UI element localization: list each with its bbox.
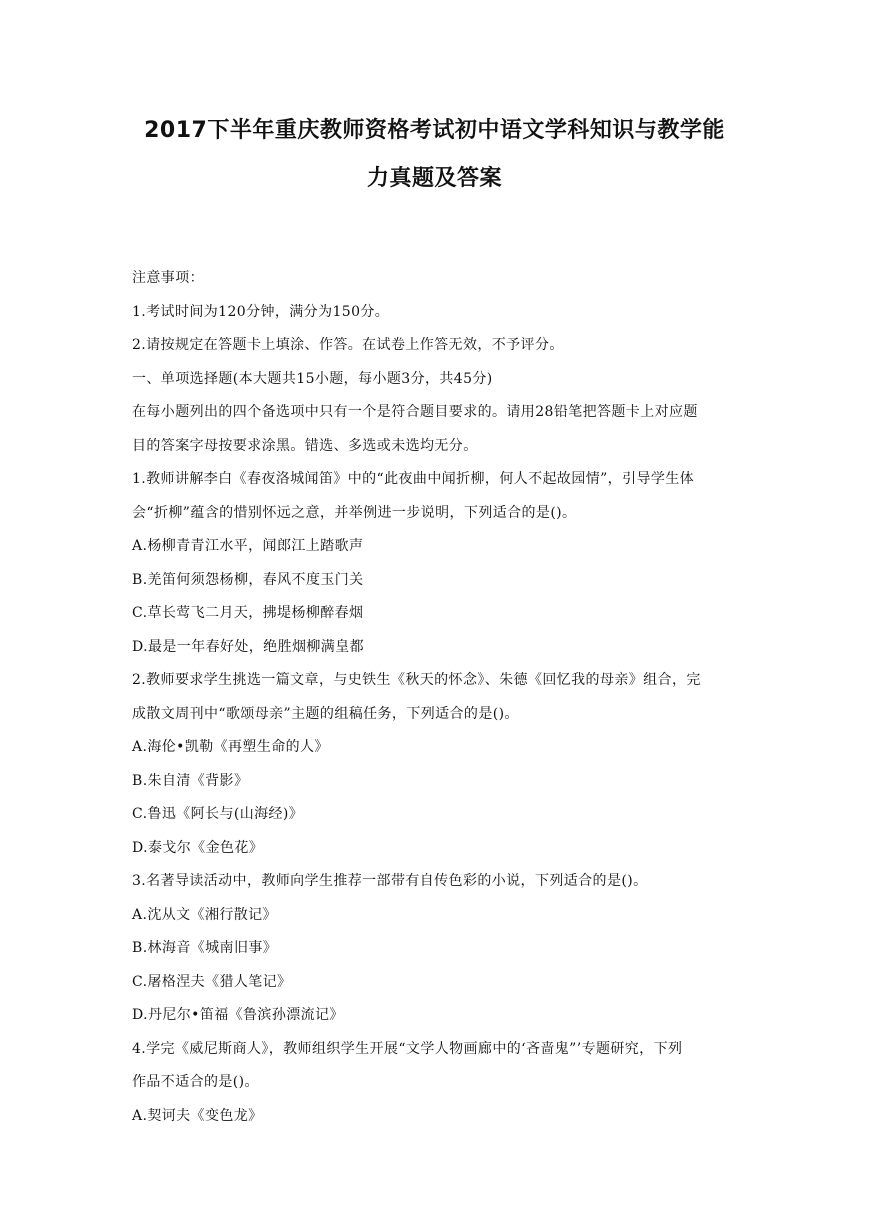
document-title — [132, 0, 737, 203]
title-line-2: 力真题及答案 — [366, 166, 502, 191]
question-text: 成散文周刊中“歌颂母亲”主题的组稿任务，下列适合的是()。 — [132, 705, 519, 722]
question-text: 会“折柳”蕴含的惜别怀远之意，并举例进一步说明，下列适合的是()。 — [132, 504, 577, 521]
answer-option: B.林海音《城南旧事》 — [132, 940, 278, 956]
question-text: 4.学完《威尼斯商人》，教师组织学生开展“文学人物画廊中的‘吝啬鬼”’专题研究，下列 — [132, 1040, 683, 1057]
answer-option: B.朱自清《背影》 — [132, 772, 249, 789]
question-text: 1.教师讲解李白《春夜洛城闻笛》中的“此夜曲中闻折柳，何人不起故园情”，引导学生体 — [132, 471, 695, 487]
notice-heading: 注意事项： — [132, 270, 204, 286]
answer-option: A.海伦•凯勒《再塑生命的人》 — [132, 739, 329, 755]
answer-option: C.鲁迅《阿长与(山海经)》 — [132, 806, 304, 822]
answer-option: C.屠格涅夫《猎人笔记》 — [132, 973, 292, 990]
document-body — [132, 262, 737, 1133]
answer-option: A.契诃夫《变色龙》 — [132, 1107, 263, 1124]
section-instruction: 在每小题列出的四个备选项中只有一个是符合题目要求的。请用28铅笔把答题卡上对应题 — [132, 404, 698, 420]
notice-item: 2.请按规定在答题卡上填涂、作答。在试卷上作答无效，不予评分。 — [132, 337, 564, 353]
question-text: 2.教师要求学生挑选一篇文章，与史铁生《秋天的怀念》、朱德《回忆我的母亲》组合，完 — [132, 672, 701, 688]
title-line-1: 2017下半年重庆教师资格考试初中语文学科知识与教学能 — [144, 118, 725, 143]
section-heading: 一、单项选择题(本大题共15小题，每小题3分，共45分) — [132, 370, 493, 387]
answer-option: D.丹尼尔•笛福《鲁滨孙漂流记》 — [132, 1007, 344, 1023]
answer-option: D.泰戈尔《金色花》 — [132, 839, 264, 856]
answer-option: C.草长莺飞二月天，拂堤杨柳醉春烟 — [132, 605, 364, 621]
answer-option: A.沈从文《湘行散记》 — [132, 906, 277, 923]
answer-option: D.最是一年春好处，绝胜烟柳满皇都 — [132, 638, 364, 655]
answer-option: A.杨柳青青江水平，闻郎江上踏歌声 — [132, 538, 364, 554]
question-text: 3.名著导读活动中，教师向学生推荐一部带有自传色彩的小说，下列适合的是()。 — [132, 873, 648, 889]
section-instruction: 目的答案字母按要求涂黑。错选、多选或未选均无分。 — [132, 437, 478, 454]
notice-item: 1.考试时间为120分钟，满分为150分。 — [132, 303, 390, 320]
answer-option: B.羌笛何须怨杨柳，春风不度玉门关 — [132, 571, 364, 588]
question-text: 作品不适合的是()。 — [132, 1074, 259, 1090]
